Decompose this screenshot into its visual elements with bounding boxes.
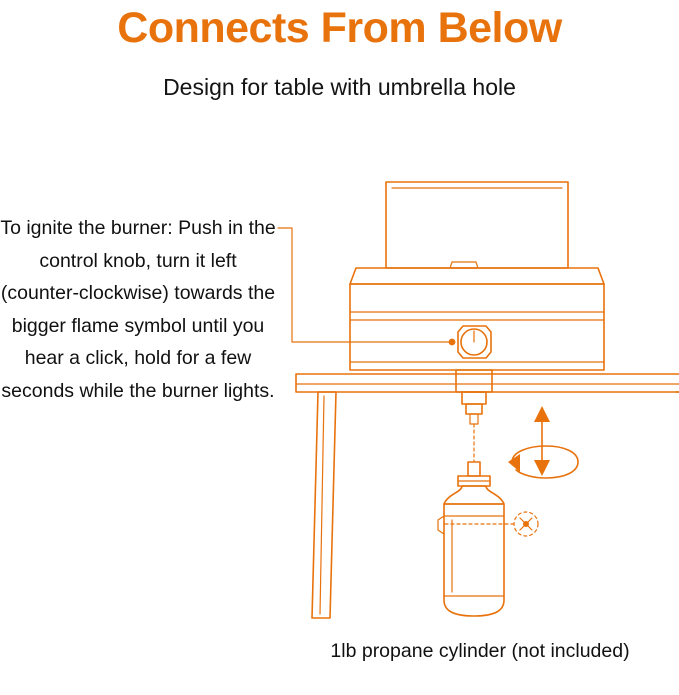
burner-back-panel xyxy=(386,182,568,268)
patio-table xyxy=(296,374,679,618)
propane-cylinder xyxy=(444,462,504,616)
callout-leader-line xyxy=(278,228,449,342)
ignition-instructions: To ignite the burner: Push in the control knob, turn it left (counter-clockwise) towards the bigger flame symbol until you hear a click, hold for a few seconds while the burner lights. xyxy=(0,217,276,402)
page-subtitle: Design for table with umbrella hole xyxy=(163,74,516,100)
cylinder-caption: 1lb propane cylinder (not included) xyxy=(330,640,630,662)
control-knob[interactable] xyxy=(449,326,491,358)
page-title: Connects From Below xyxy=(117,4,562,52)
twist-to-connect-arrow xyxy=(508,406,578,478)
burner-connector xyxy=(456,370,492,424)
